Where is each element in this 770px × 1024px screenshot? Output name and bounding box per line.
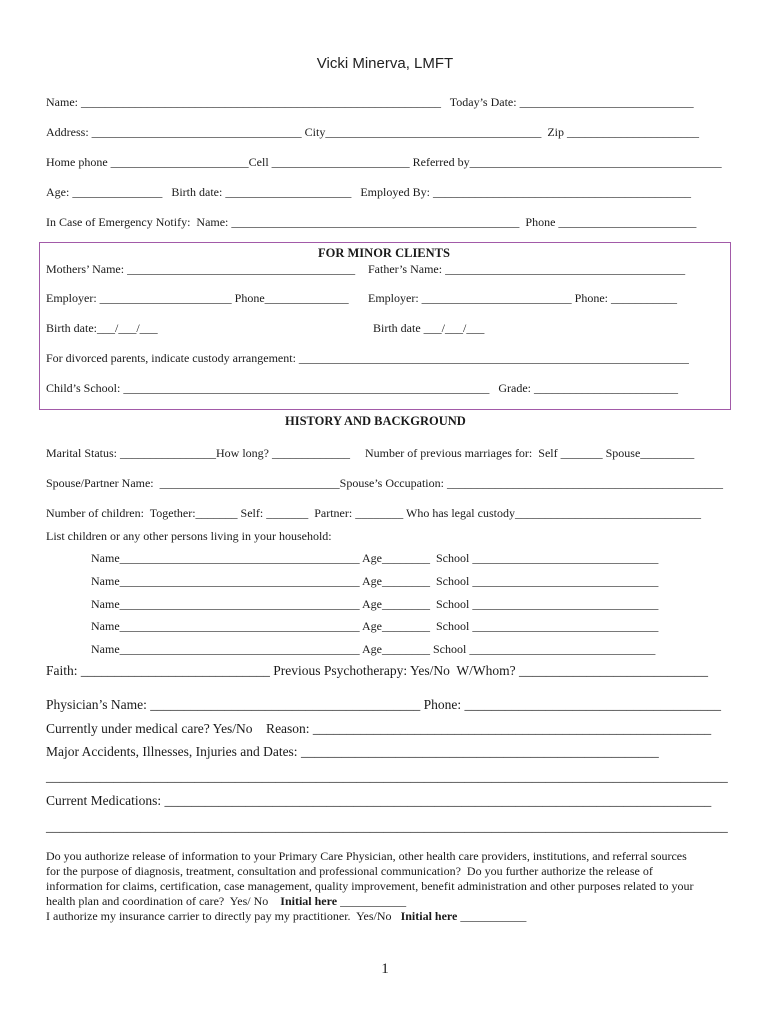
insurance-line-text: I authorize my insurance carrier to directly pay my practitioner. Yes/No — [46, 909, 401, 923]
faith-psychotherapy-line[interactable]: Faith: ____________________________ Previous Psychotherapy: Yes/No W/Whom? ____________________________ — [46, 663, 708, 678]
father-employer-line[interactable]: Employer: _________________________ Phone: ___________ — [368, 291, 677, 305]
household-person-line[interactable]: Name________________________________________ Age________ School _______________________________ — [91, 642, 656, 656]
consent-initial-line[interactable] — [46, 894, 736, 909]
page-number: 1 — [381, 961, 389, 977]
household-list-label: List children or any other persons living in your household: — [46, 529, 332, 543]
initial-blank[interactable]: ___________ — [337, 894, 407, 908]
household-person-line[interactable]: Name________________________________________ Age________ School _______________________________ — [91, 551, 659, 565]
custody-arrangement-line[interactable]: For divorced parents, indicate custody arrangement: _________________________________________________________________ — [46, 351, 689, 365]
consent-line: for the purpose of diagnosis, treatment, consultation and professional communication? Do you further authorize the release of — [46, 864, 653, 878]
history-heading: HISTORY AND BACKGROUND — [285, 414, 466, 428]
medical-care-line[interactable]: Currently under medical care? Yes/No Reason: ___________________________________________________________ — [46, 721, 712, 736]
phone-field-line[interactable]: Home phone _______________________Cell _______________________ Referred by__________________________________________ — [46, 155, 722, 169]
household-person-line[interactable]: Name________________________________________ Age________ School _______________________________ — [91, 597, 659, 611]
consent-line-text: health plan and coordination of care? Yes/ No — [46, 894, 281, 908]
father-birth-date-line[interactable]: Birth date ___/___/___ — [373, 321, 485, 335]
medications-continuation-line[interactable]: _____________________________________________________________________________________________________ — [46, 819, 728, 834]
practice-title: Vicki Minerva, LMFT — [316, 55, 454, 72]
accidents-line[interactable]: Major Accidents, Illnesses, Injuries and Dates: _____________________________________________________ — [46, 744, 659, 759]
mother-name-line[interactable]: Mothers’ Name: ______________________________________ — [46, 262, 356, 276]
father-name-line[interactable]: Father’s Name: ________________________________________ — [368, 262, 686, 276]
address-field-line[interactable]: Address: ___________________________________ City____________________________________ Zip ______________________ — [46, 125, 699, 139]
children-count-line[interactable]: Number of children: Together:_______ Self: _______ Partner: ________ Who has legal custody_______________________________ — [46, 506, 701, 520]
initial-here-label: Initial here — [280, 894, 338, 908]
consent-line: information for claims, certification, case management, quality improvement, benefit administration and other purposes related to your — [46, 879, 694, 893]
minor-clients-heading: FOR MINOR CLIENTS — [318, 246, 450, 260]
initial-blank[interactable]: ___________ — [457, 909, 527, 923]
release-authorization-block — [46, 849, 736, 924]
spouse-partner-line[interactable]: Spouse/Partner Name: ______________________________Spouse’s Occupation: ______________________________________________ — [46, 476, 723, 490]
child-school-line[interactable]: Child’s School: _____________________________________________________________ Grade: ________________________ — [46, 381, 678, 395]
consent-line: Do you authorize release of information to your Primary Care Physician, other health care providers, institutions, and referral sources — [46, 849, 687, 863]
accidents-continuation-line[interactable]: _____________________________________________________________________________________________________ — [46, 769, 728, 784]
medications-line[interactable]: Current Medications: _________________________________________________________________________________ — [46, 793, 712, 808]
physician-line[interactable]: Physician’s Name: ________________________________________ Phone: ______________________________________ — [46, 697, 721, 712]
mother-birth-date-line[interactable]: Birth date:___/___/___ — [46, 321, 158, 335]
household-person-line[interactable]: Name________________________________________ Age________ School _______________________________ — [91, 574, 659, 588]
name-field-line[interactable]: Name: ____________________________________________________________ Today’s Date: _____________________________ — [46, 95, 694, 109]
marital-status-line[interactable]: Marital Status: ________________How long? _____________ Number of previous marriages for: Self _______ Spouse_________ — [46, 446, 695, 460]
initial-here-label: Initial here — [400, 909, 458, 923]
household-person-line[interactable]: Name________________________________________ Age________ School _______________________________ — [91, 619, 659, 633]
emergency-contact-line[interactable]: In Case of Emergency Notify: Name: ________________________________________________ Phone _______________________ — [46, 215, 697, 229]
mother-employer-line[interactable]: Employer: ______________________ Phone______________ — [46, 291, 349, 305]
insurance-initial-line[interactable] — [46, 909, 736, 924]
age-field-line[interactable]: Age: _______________ Birth date: _____________________ Employed By: ___________________________________________ — [46, 185, 691, 199]
